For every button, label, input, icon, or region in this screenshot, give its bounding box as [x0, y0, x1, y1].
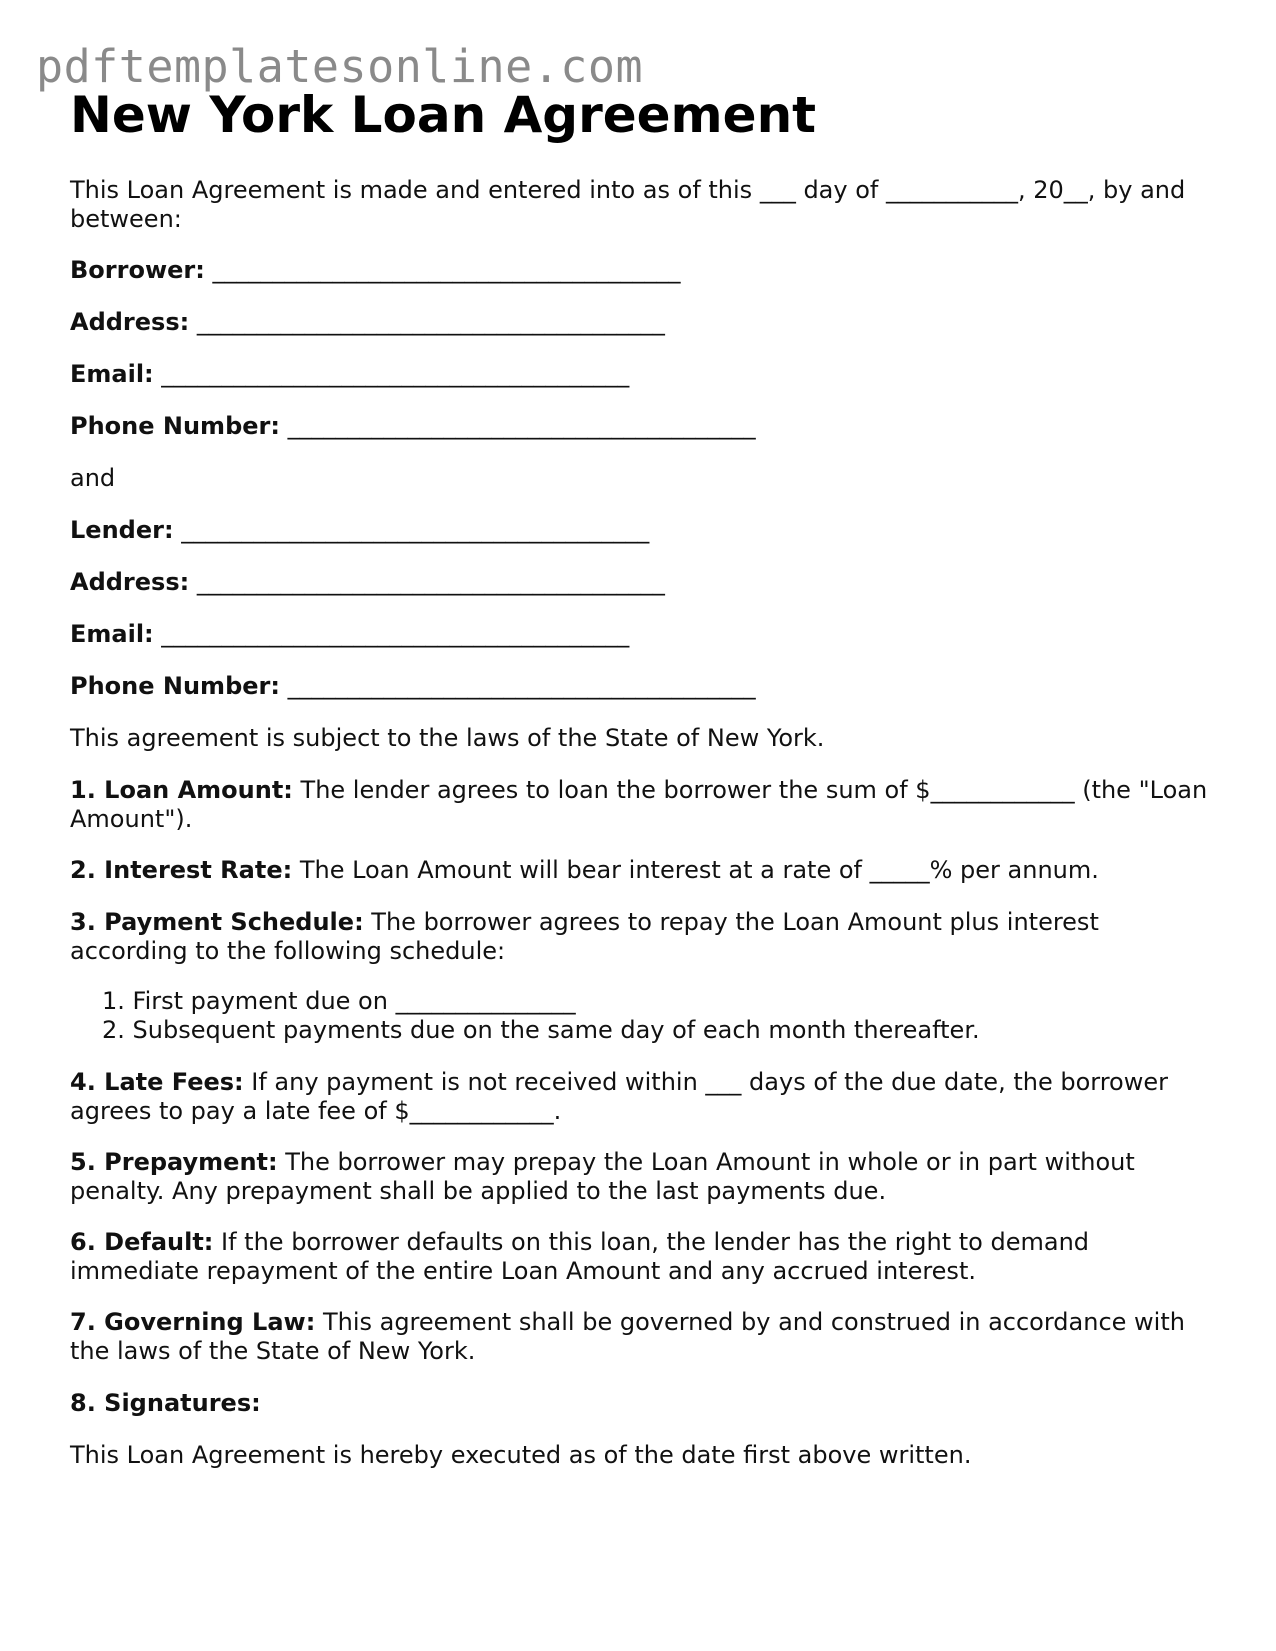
- section-heading: 3. Payment Schedule:: [70, 908, 364, 936]
- borrower-name-blank[interactable]: _______________________________________: [212, 256, 681, 284]
- watermark-text: pdftemplatesonline.com: [36, 40, 644, 93]
- lender-email-blank[interactable]: _______________________________________: [161, 620, 630, 648]
- lender-email-label: Email:: [70, 620, 154, 648]
- section-text: The lender agrees to loan the borrower the sum of $____________ (the "Loan Amount").: [70, 776, 1208, 833]
- list-item: 1. First payment due on _______________: [102, 987, 576, 1015]
- and-text: and: [70, 464, 116, 492]
- section-heading: 4. Late Fees:: [70, 1068, 244, 1096]
- section-heading: 8. Signatures:: [70, 1389, 261, 1417]
- lender-name-label: Lender:: [70, 516, 174, 544]
- document-title: New York Loan Agreement: [70, 86, 817, 144]
- section-text: The borrower may prepay the Loan Amount in whole or in part without penalty. Any prepayment shall be applied to the last payments due.: [70, 1148, 1135, 1205]
- borrower-address-blank[interactable]: _______________________________________: [196, 308, 665, 336]
- borrower-email-label: Email:: [70, 360, 154, 388]
- borrower-name-field[interactable]: [70, 256, 1220, 285]
- borrower-email-field[interactable]: [70, 360, 1220, 389]
- lender-address-blank[interactable]: _______________________________________: [196, 568, 665, 596]
- lender-phone-blank[interactable]: _______________________________________: [287, 672, 756, 700]
- section-prepayment: [70, 1148, 1220, 1206]
- borrower-email-blank[interactable]: _______________________________________: [161, 360, 630, 388]
- lender-name-field[interactable]: [70, 516, 1220, 545]
- borrower-phone-label: Phone Number:: [70, 412, 280, 440]
- schedule-list: [102, 987, 980, 1045]
- lender-email-field[interactable]: [70, 620, 1220, 649]
- list-item: 2. Subsequent payments due on the same day of each month thereafter.: [102, 1016, 980, 1044]
- section-text: The Loan Amount will bear interest at a rate of _____% per annum.: [292, 856, 1099, 884]
- section-heading: 1. Loan Amount:: [70, 776, 293, 804]
- lender-phone-field[interactable]: [70, 672, 1220, 701]
- section-text: If the borrower defaults on this loan, the lender has the right to demand immediate repayment of the entire Loan Amount and any accrued interest.: [70, 1228, 1090, 1285]
- section-heading: 7. Governing Law:: [70, 1308, 316, 1336]
- closing-statement: This Loan Agreement is hereby executed as of the date first above written.: [70, 1441, 972, 1469]
- section-heading: 5. Prepayment:: [70, 1148, 278, 1176]
- section-late-fees: [70, 1068, 1220, 1126]
- section-payment-schedule: [70, 908, 1220, 966]
- section-governing-law: [70, 1308, 1220, 1366]
- subject-line: This agreement is subject to the laws of the State of New York.: [70, 724, 825, 752]
- borrower-name-label: Borrower:: [70, 256, 205, 284]
- section-text: The borrower agrees to repay the Loan Amount plus interest according to the following schedule:: [70, 908, 1099, 965]
- borrower-address-field[interactable]: [70, 308, 1220, 337]
- section-heading: 6. Default:: [70, 1228, 214, 1256]
- section-default: [70, 1228, 1220, 1286]
- lender-address-field[interactable]: [70, 568, 1220, 597]
- borrower-address-label: Address:: [70, 308, 190, 336]
- lender-name-blank[interactable]: _______________________________________: [181, 516, 650, 544]
- section-text: This agreement shall be governed by and construed in accordance with the laws of the State of New York.: [70, 1308, 1185, 1365]
- section-interest-rate: [70, 856, 1220, 885]
- lender-address-label: Address:: [70, 568, 190, 596]
- section-loan-amount: [70, 776, 1220, 834]
- section-heading: 2. Interest Rate:: [70, 856, 293, 884]
- section-text: If any payment is not received within ___ days of the due date, the borrower agrees to pay a late fee of $____________.: [70, 1068, 1168, 1125]
- intro-paragraph: This Loan Agreement is made and entered into as of this ___ day of ___________, 20__, by and between:: [70, 176, 1186, 233]
- lender-phone-label: Phone Number:: [70, 672, 280, 700]
- section-signatures: [70, 1389, 1220, 1418]
- borrower-phone-blank[interactable]: _______________________________________: [287, 412, 756, 440]
- borrower-phone-field[interactable]: [70, 412, 1220, 441]
